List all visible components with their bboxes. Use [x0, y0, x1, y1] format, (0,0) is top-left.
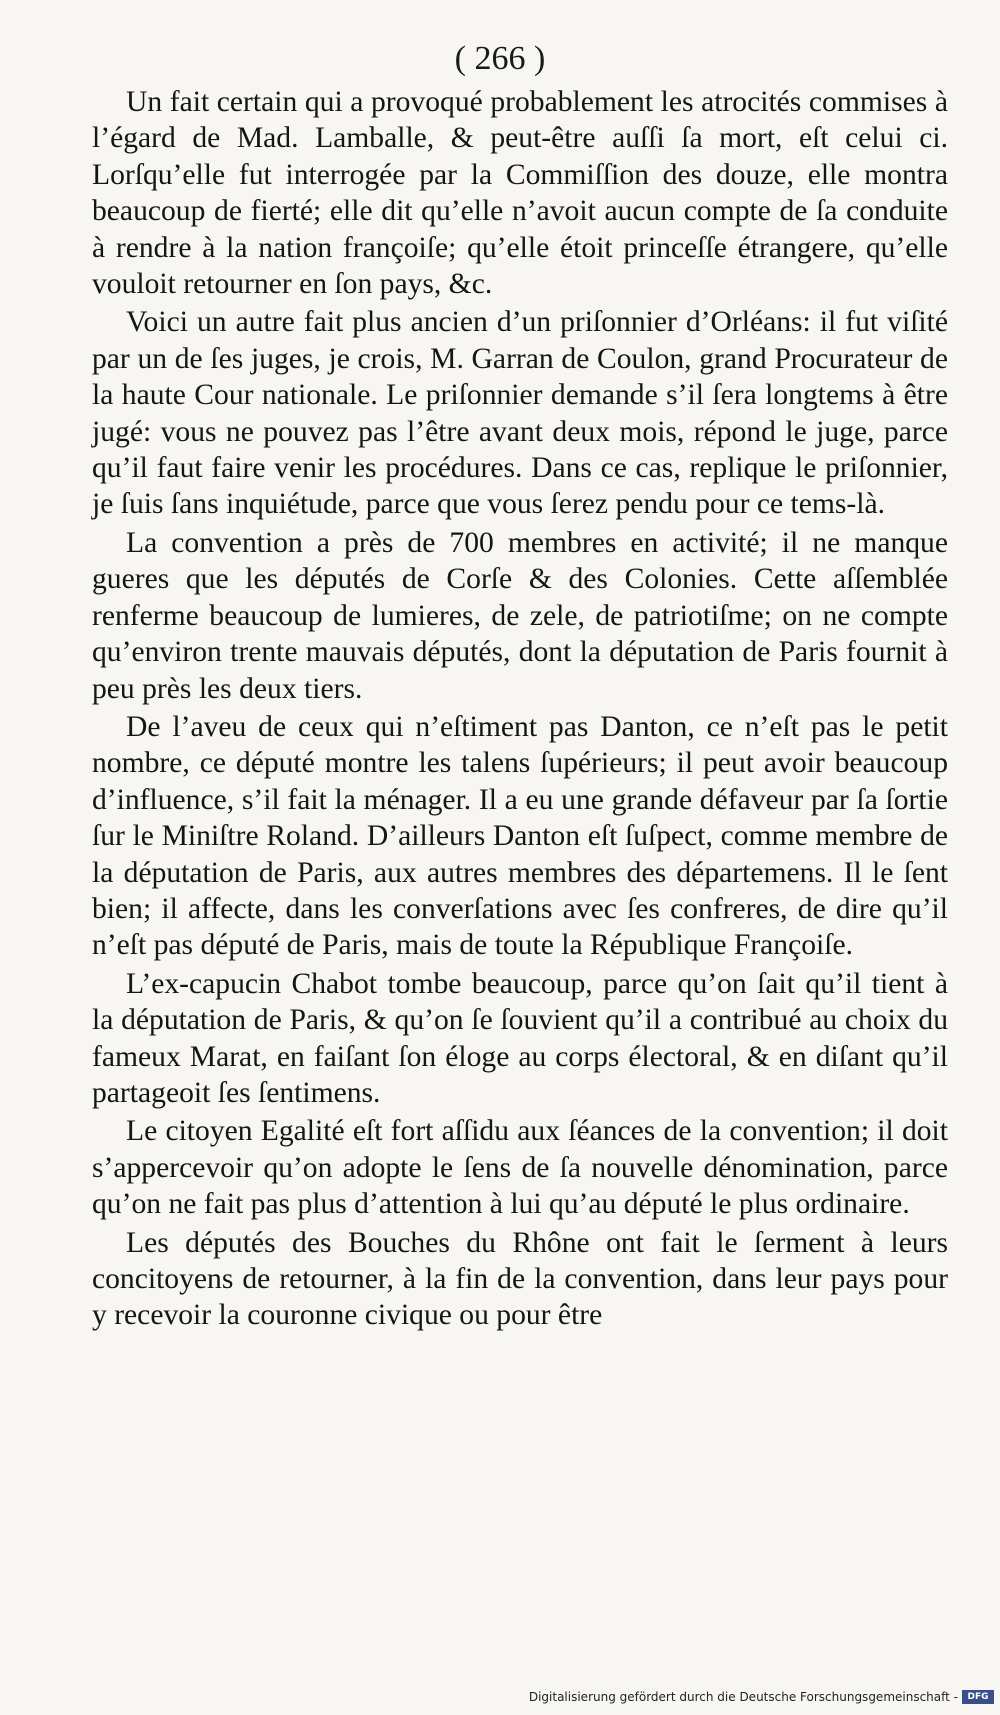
- paragraph: [92, 304, 948, 522]
- paragraph: [92, 1113, 948, 1222]
- paragraph-text: Voici un autre fait plus ancien d’un priſonnier d’Orléans: il fut viſité par un de ſes juges, je crois, M. Garran de Coulon, grand Procurateur de la haute Cour nationale. Le priſonnier demande s’il ſera longtems à être jugé: vous ne pouvez pas l’être avant deux mois, répond le juge, parce qu’il faut faire venir les procédures. Dans ce cas, replique le priſonnier, je ſuis ſans inquiétude, parce que vous ſerez pendu pour ce tems-là.: [92, 306, 948, 521]
- body-text: [92, 84, 948, 1334]
- paragraph: [92, 84, 948, 302]
- paragraph-text: Le citoyen Egalité eſt fort aſſidu aux ſéances de la convention; il doit s’appercevoir qu’on adopte le ſens de ſa nouvelle dénomination, parce qu’on ne fait pas plus d’attention à lui qu’au député le plus ordinaire.: [92, 1115, 948, 1221]
- page-number: ( 266 ): [454, 40, 546, 77]
- paragraph-text: Un fait certain qui a provoqué probablement les atrocités commises à l’égard de Mad. Lamballe, & peut-être auſſi ſa mort, eſt celui ci. Lorſqu’elle fut interrogée par la Commiſſion des douze, elle montra beaucoup de fierté; elle dit qu’elle n’avoit aucun compte de ſa conduite à rendre à la nation françoiſe; qu’elle étoit princeſſe étrangere, qu’elle vouloit retourner en ſon pays, &c.: [92, 86, 948, 301]
- paragraph: [92, 966, 948, 1112]
- dfg-logo-icon: DFG: [962, 1690, 994, 1704]
- paragraph-text: La convention a près de 700 membres en activité; il ne manque gueres que les députés de Corſe & des Colonies. Cette aſſemblée renferme beaucoup de lumieres, de zele, de patriotiſme; on ne compte qu’environ trente mauvais députés, dont la députation de Paris fournit à peu près les deux tiers.: [92, 526, 948, 705]
- paragraph-text: L’ex-capucin Chabot tombe beaucoup, parce qu’on ſait qu’il tient à la députation de Paris, & qu’on ſe ſouvient qu’il a contribué au choix du fameux Marat, en faiſant ſon éloge au corps électoral, & en diſant qu’il partageoit ſes ſentimens.: [92, 967, 948, 1109]
- funding-credit: Digitalisierung gefördert durch die Deutsche Forschungsgemeinschaft -: [528, 1690, 958, 1704]
- digitization-footer: [0, 1688, 1000, 1715]
- paragraph: [92, 525, 948, 707]
- paragraph: [92, 709, 948, 964]
- paragraph-text: De l’aveu de ceux qui n’eſtiment pas Danton, ce n’eſt pas le petit nombre, ce député montre les talens ſupérieurs; il peut avoir beaucoup d’influence, s’il fait la ménager. Il a eu une grande défaveur par ſa ſortie ſur le Miniſtre Roland. D’ailleurs Danton eſt ſuſpect, comme membre de la députation de Paris, aux autres membres des départemens. Il le ſent bien; il affecte, dans les converſations avec ſes confreres, de dire qu’il n’eſt pas député de Paris, mais de toute la République Françoiſe.: [92, 710, 948, 962]
- paragraph-text: Les députés des Bouches du Rhône ont fait le ſerment à leurs concitoyens de retourner, à la fin de la convention, dans leur pays pour y recevoir la couronne civique ou pour être: [92, 1226, 948, 1332]
- paragraph: [92, 1225, 948, 1334]
